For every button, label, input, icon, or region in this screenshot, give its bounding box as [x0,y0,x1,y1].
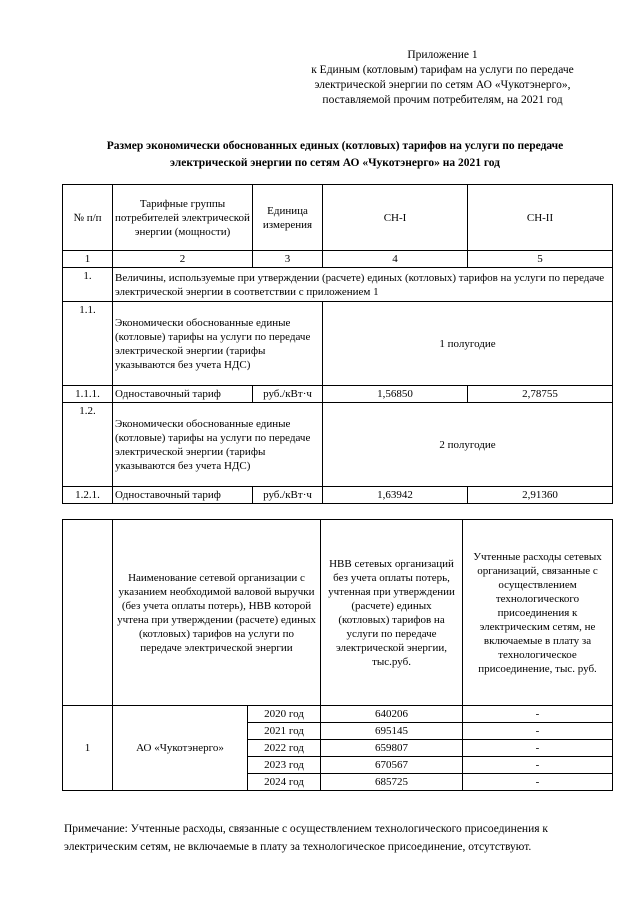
tariff-name: Одноставочный тариф [113,386,253,403]
index-cell: 1 [63,251,113,268]
year-cell: 2023 год [248,757,321,774]
header-ch1: СН-I [323,185,468,251]
table-row [63,403,613,487]
row-num: 1.1.1. [63,386,113,403]
nvv-table [62,519,613,791]
year-cell: 2022 год [248,740,321,757]
appendix-line-1: Приложение 1 [407,49,478,61]
tariff-ch2: 2,78755 [468,386,613,403]
costs-cell: - [463,706,613,723]
tariff-ch2: 2,91360 [468,487,613,504]
tariff-ch1: 1,56850 [323,386,468,403]
tariff-ch1: 1,63942 [323,487,468,504]
appendix-block [270,48,615,108]
header-nvv: НВВ сетевых организаций без учета оплаты потерь, учтенная при утверждении (расчете) единых (котловых) тарифов на услуги по передаче электрической энергии, тыс.руб. [321,520,463,706]
index-cell: 5 [468,251,613,268]
table-row [63,302,613,386]
nvv-cell: 695145 [321,723,463,740]
index-row [63,251,613,268]
row-text: Величины, используемые при утверждении (расчете) единых (котловых) тарифов на услуги по передаче электрической энергии в соответствии с приложением 1 [113,268,613,302]
year-cell: 2020 год [248,706,321,723]
period-label: 2 полугодие [323,403,613,487]
header-empty [63,520,113,706]
title-line-2: электрической энергии по сетям АО «Чукотэнерго» на 2021 год [170,157,500,169]
costs-cell: - [463,774,613,791]
header-num: № п/п [63,185,113,251]
footnote: Примечание: Учтенные расходы, связанные с осуществлением технологического присоединения к электрическим сетям, не включаемые в плату за технологическое присоединение, отсутствуют. [64,823,548,853]
index-cell: 3 [253,251,323,268]
header-org-name: Наименование сетевой организации с указанием необходимой валовой выручки (без учета оплаты потерь), НВВ которой учтена при утверждении (расчете) единых (котловых) тарифов на услуги по передаче электрической энергии [113,520,321,706]
table-row [63,706,613,723]
nvv-cell: 659807 [321,740,463,757]
header-group: Тарифные группы потребителей электрической энергии (мощности) [113,185,253,251]
document-title [40,138,630,172]
tariff-unit: руб./кВт·ч [253,487,323,504]
index-cell: 2 [113,251,253,268]
tariff-table [62,184,613,504]
header-costs: Учтенные расходы сетевых организаций, связанные с осуществлением технологического присоединения к электрическим сетям, не включаемые в плату за технологическое присоединение, тыс. руб. [463,520,613,706]
appendix-line-4: поставляемой прочим потребителям, на 2021 год [322,94,563,106]
table-row [63,268,613,302]
costs-cell: - [463,757,613,774]
row-num: 1.1. [63,302,113,386]
nvv-cell: 670567 [321,757,463,774]
org-name: АО «Чукотэнерго» [113,706,248,791]
header-unit: Единица измерения [253,185,323,251]
row-text: Экономически обоснованные единые (котловые) тарифы на услуги по передаче электрической энергии (тарифы указываются без учета НДС) [113,302,323,386]
row-num: 1.2. [63,403,113,487]
tariff-name: Одноставочный тариф [113,487,253,504]
row-num: 1.2.1. [63,487,113,504]
appendix-line-2: к Единым (котловым) тарифам на услуги по передаче [311,64,574,76]
org-num: 1 [63,706,113,791]
index-cell: 4 [323,251,468,268]
costs-cell: - [463,723,613,740]
row-text: Экономически обоснованные единые (котловые) тарифы на услуги по передаче электрической энергии (тарифы указываются без учета НДС) [113,403,323,487]
table-row [63,386,613,403]
period-label: 1 полугодие [323,302,613,386]
table-header-row [63,185,613,251]
costs-cell: - [463,740,613,757]
nvv-cell: 685725 [321,774,463,791]
table-header-row [63,520,613,706]
tariff-unit: руб./кВт·ч [253,386,323,403]
row-num: 1. [63,268,113,302]
year-cell: 2024 год [248,774,321,791]
appendix-line-3: электрической энергии по сетям АО «Чукотэнерго», [314,79,571,91]
title-line-1: Размер экономически обоснованных единых (котловых) тарифов на услуги по передаче [106,140,564,152]
table-row [63,487,613,504]
nvv-cell: 640206 [321,706,463,723]
header-ch2: СН-II [468,185,613,251]
year-cell: 2021 год [248,723,321,740]
